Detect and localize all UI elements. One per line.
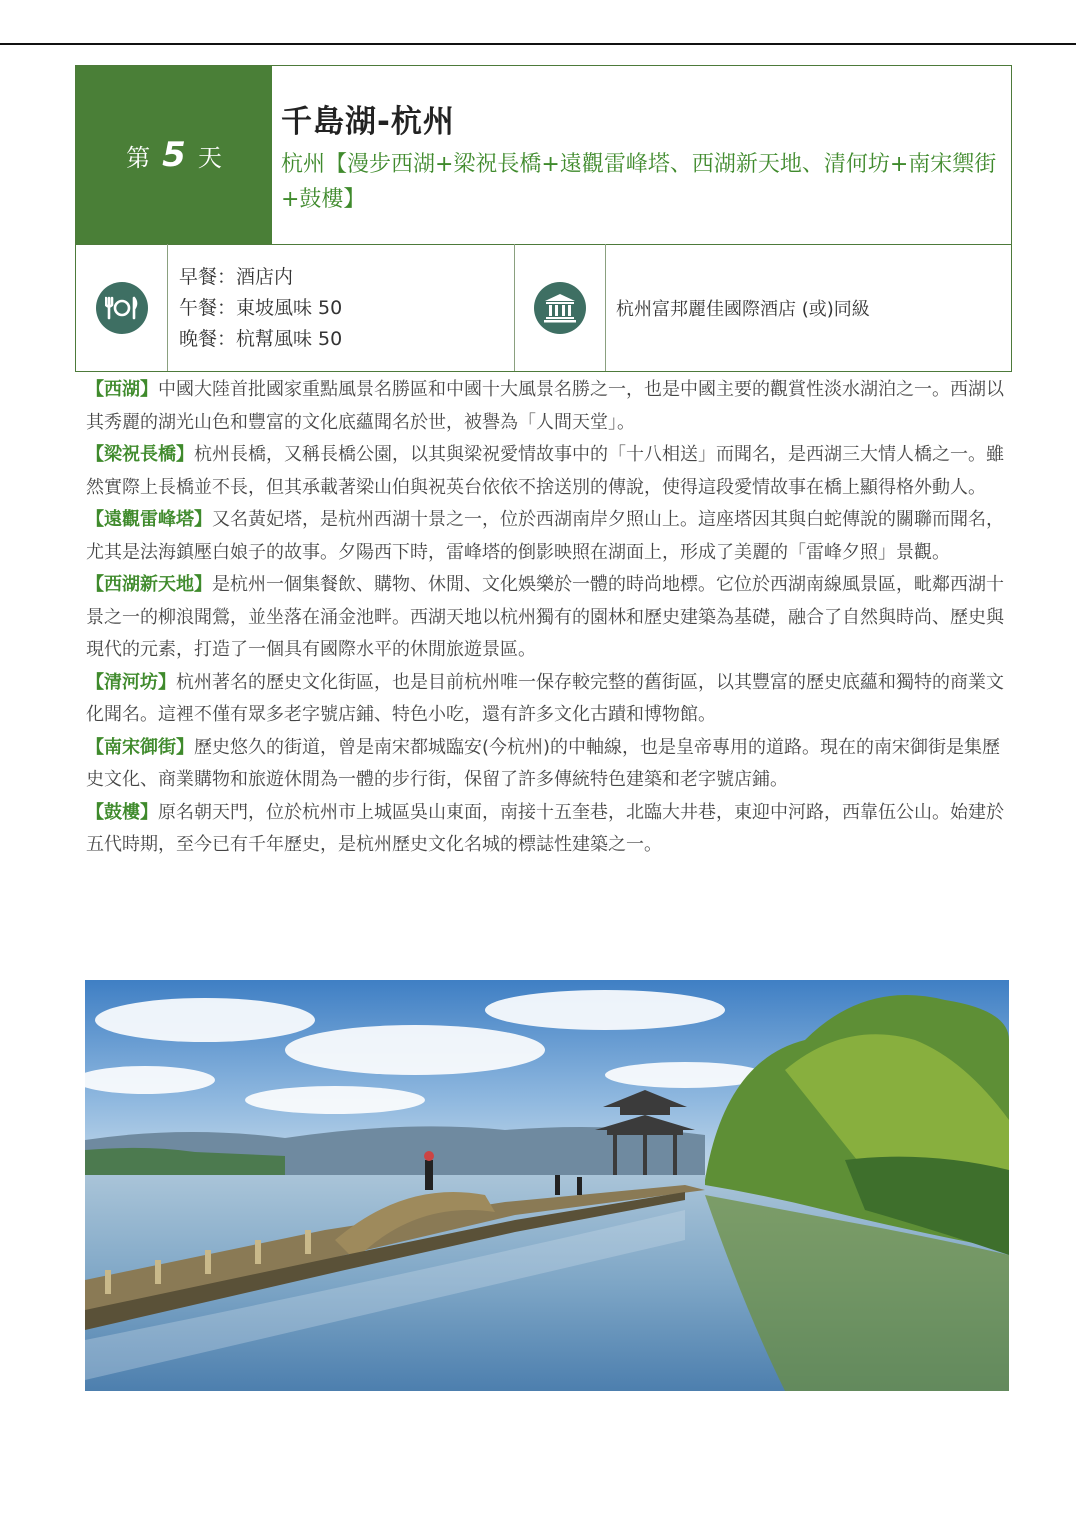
section-heading: 【遠觀雷峰塔】 — [86, 509, 212, 530]
day-header — [75, 65, 1012, 245]
breakfast-text: 早餐：酒店内 — [179, 266, 294, 288]
west-lake-photo — [85, 980, 1009, 1391]
day-suffix: 天 — [197, 143, 222, 172]
section-heading: 【西湖新天地】 — [86, 574, 212, 595]
section-paragraph — [86, 504, 1011, 569]
section-heading: 【西湖】 — [86, 379, 158, 400]
hotel-icon-cell — [515, 244, 606, 371]
day-title: 千島湖-杭州 — [281, 104, 455, 140]
dining-icon — [96, 282, 148, 334]
day-title-box — [272, 66, 1011, 244]
attractions-article — [86, 374, 1011, 862]
hotel-name: 杭州富邦麗佳國際酒店 (或)同級 — [616, 298, 870, 320]
section-text: 杭州長橋，又稱長橋公園，以其與梁祝愛情故事中的「十八相送」而聞名，是西湖三大情人橋之一。雖然實際上長橋並不長，但其承載著梁山伯與祝英台依依不捨送別的傳說，使得這段愛情故事在橋上顯得格外動人。 — [86, 444, 1004, 498]
section-paragraph — [86, 374, 1011, 439]
section-paragraph — [86, 569, 1011, 667]
section-text: 是杭州一個集餐飲、購物、休閒、文化娛樂於一體的時尚地標。它位於西湖南線風景區，毗鄰西湖十景之一的柳浪聞鶯，並坐落在涌金池畔。西湖天地以杭州獨有的園林和歷史建築為基礎，融合了自然與時尚、歷史與現代的元素，打造了一個具有國際水平的休閒旅遊景區。 — [86, 574, 1004, 660]
section-paragraph — [86, 439, 1011, 504]
section-text: 原名朝天門，位於杭州市上城區吳山東面，南接十五奎巷，北臨大井巷，東迎中河路，西靠伍公山。始建於五代時期，至今已有千年歷史，是杭州歷史文化名城的標誌性建築之一。 — [86, 801, 1004, 855]
lunch-text: 午餐：東坡風味 50 — [179, 297, 343, 319]
section-heading: 【梁祝長橋】 — [86, 444, 194, 465]
meals-cell — [168, 244, 515, 371]
day-number: 5 — [162, 135, 186, 175]
dinner-text: 晚餐：杭幫風味 50 — [179, 328, 343, 350]
hotel-icon — [534, 282, 586, 334]
section-paragraph — [86, 667, 1011, 732]
section-paragraph — [86, 797, 1011, 862]
section-text: 杭州著名的歷史文化街區，也是目前杭州唯一保存較完整的舊街區，以其豐富的歷史底蘊和獨特的商業文化聞名。這裡不僅有眾多老字號店鋪、特色小吃，還有許多文化古蹟和博物館。 — [86, 671, 1004, 725]
hotel-cell — [606, 244, 1011, 371]
day-prefix: 第 — [126, 143, 151, 172]
section-heading: 【南宋御街】 — [86, 736, 194, 758]
section-text: 又名黃妃塔，是杭州西湖十景之一，位於西湖南岸夕照山上。這座塔因其與白蛇傳說的關聯而聞名，尤其是法海鎮壓白娘子的故事。夕陽西下時，雷峰塔的倒影映照在湖面上，形成了美麗的「雷峰夕照」景觀。 — [86, 509, 1004, 563]
section-paragraph — [86, 732, 1011, 797]
top-rule — [0, 43, 1076, 45]
section-text: 歷史悠久的街道，曾是南宋都城臨安(今杭州)的中軸線，也是皇帝專用的道路。現在的南宋御街是集歷史文化、商業購物和旅遊休閒為一體的步行街，保留了許多傳統特色建築和老字號店鋪。 — [86, 736, 1001, 790]
day-subtitle: 杭州【漫步西湖+梁祝長橋+遠觀雷峰塔、西湖新天地、清何坊+南宋禦街+鼓樓】 — [281, 152, 997, 212]
section-heading: 【鼓樓】 — [86, 801, 158, 823]
info-row — [75, 244, 1012, 372]
section-heading: 【清河坊】 — [86, 671, 176, 693]
meal-icon-cell — [76, 244, 168, 371]
day-badge — [76, 66, 272, 244]
section-text: 中國大陸首批國家重點風景名勝區和中國十大風景名勝之一，也是中國主要的觀賞性淡水湖泊之一。西湖以其秀麗的湖光山色和豐富的文化底蘊聞名於世，被譽為「人間天堂」。 — [86, 379, 1004, 433]
